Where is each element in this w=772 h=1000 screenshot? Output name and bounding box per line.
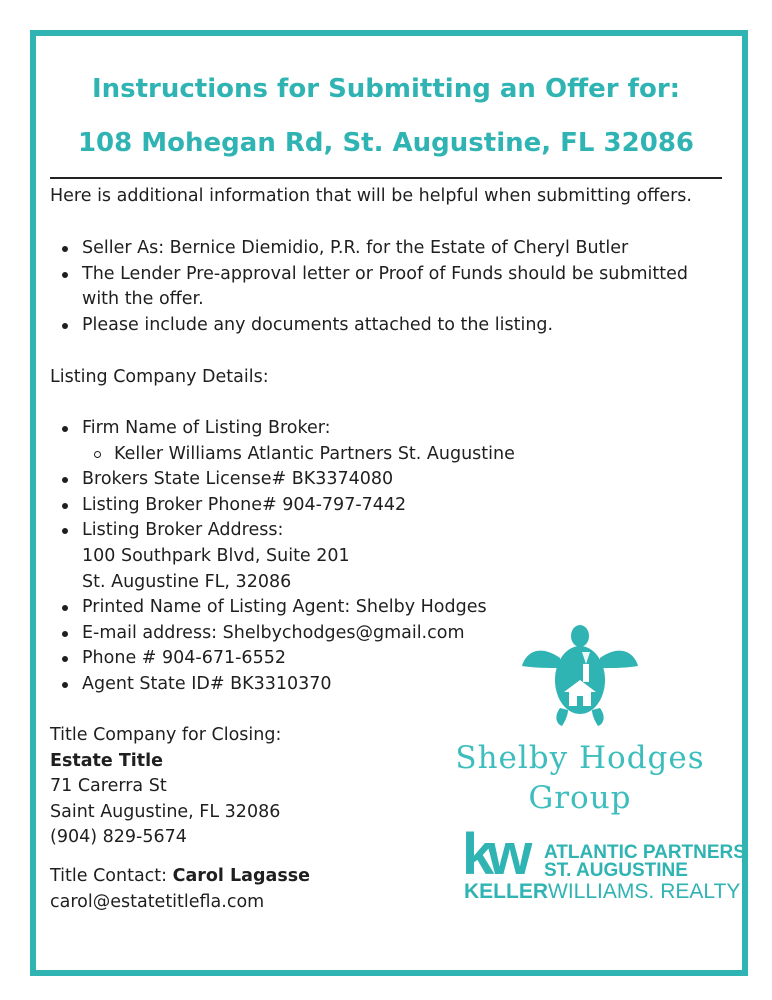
address-line: St. Augustine FL, 32086 <box>82 571 292 592</box>
listing-heading: Listing Company Details: <box>50 367 269 387</box>
title-contact-name: Carol Lagasse <box>172 866 311 886</box>
page-title: Instructions for Submitting an Offer for: <box>91 74 681 104</box>
turtle-logo-icon <box>520 622 640 730</box>
list-item: E-mail address: Shelbychodges@gmail.com <box>50 621 570 647</box>
kw-keller: KELLER <box>464 880 548 903</box>
listing-details-list <box>50 416 570 698</box>
title-contact-label: Title Contact: <box>50 866 173 886</box>
list-subitem: Keller Williams Atlantic Partners St. Augustine <box>50 442 570 468</box>
title-company-street: 71 Carerra St <box>50 776 167 797</box>
list-item: Brokers State License# BK3374080 <box>50 467 570 493</box>
kw-logo-mark: kw <box>462 822 526 887</box>
title-company-block <box>50 723 281 851</box>
address-label: Listing Broker Address: <box>82 520 284 541</box>
title-contact-email: carol@estatetitlefla.com <box>50 891 265 912</box>
title-company-phone: (904) 829-5674 <box>50 827 187 848</box>
list-item: Listing Broker Phone# 904-797-7442 <box>50 493 570 519</box>
list-item: Firm Name of Listing Broker: <box>50 416 570 442</box>
list-item: Phone # 904-671-6552 <box>50 646 570 672</box>
title-contact-block <box>50 864 310 915</box>
kw-williams: WILLIAMS <box>548 880 649 903</box>
list-item: The Lender Pre-approval letter or Proof of Funds should be submitted with the offer. <box>50 262 730 313</box>
kw-logo-line1: ATLANTIC PARTNERS <box>544 842 746 863</box>
title-company-heading: Title Company for Closing: <box>50 725 282 745</box>
address-line: 100 Southpark Blvd, Suite 201 <box>82 545 350 566</box>
offer-instructions-list <box>50 236 730 338</box>
list-item <box>50 518 570 595</box>
title-divider <box>50 177 722 179</box>
list-item: Please include any documents attached to the listing. <box>50 313 730 339</box>
keller-williams-realty-logo: KELLERWILLIAMS. REALTY <box>464 880 741 903</box>
intro-text: Here is additional information that will be helpful when submitting offers. <box>50 186 692 206</box>
title-company-city: Saint Augustine, FL 32086 <box>50 801 281 822</box>
kw-realty: REALTY <box>660 880 741 903</box>
list-item: Seller As: Bernice Diemidio, P.R. for the Estate of Cheryl Butler <box>50 236 730 262</box>
title-company-name: Estate Title <box>50 750 164 771</box>
group-logo-text: Group <box>528 780 632 816</box>
shelby-hodges-logo-text: Shelby Hodges <box>455 740 705 776</box>
kw-logo-line2: ST. AUGUSTINE <box>544 860 688 881</box>
list-item: Printed Name of Listing Agent: Shelby Hodges <box>50 595 570 621</box>
list-item: Agent State ID# BK3310370 <box>50 672 570 698</box>
property-address: 108 Mohegan Rd, St. Augustine, FL 32086 <box>77 128 695 158</box>
